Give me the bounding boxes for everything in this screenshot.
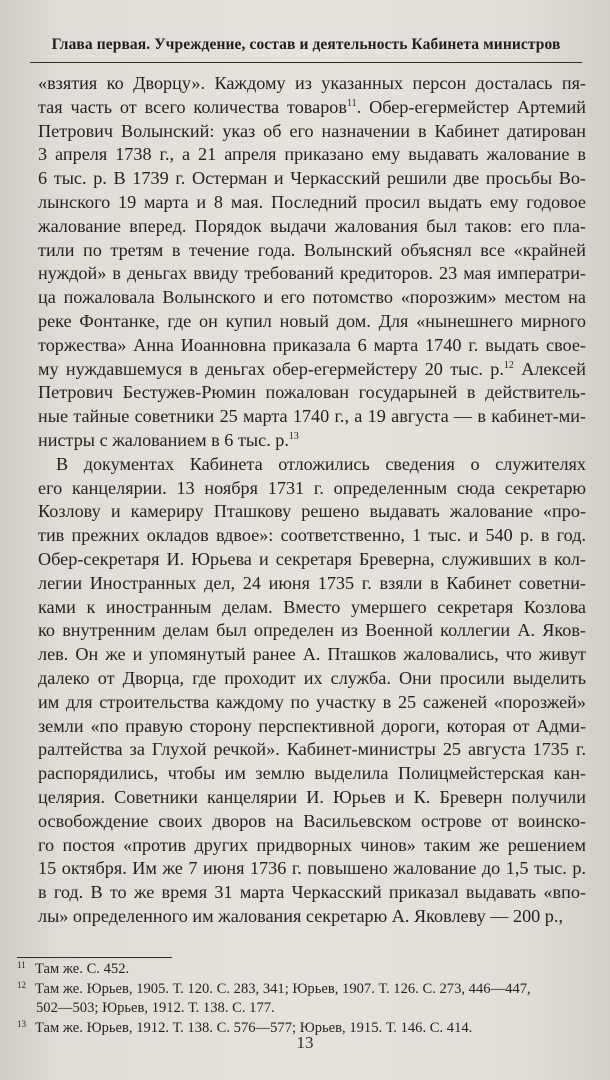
line-text: В документах Кабинета отложились сведения о служителях <box>56 453 586 474</box>
text-line <box>38 881 586 905</box>
text-line <box>38 405 586 429</box>
footnote-separator <box>17 957 172 958</box>
text-line <box>38 239 586 263</box>
line-text: лев. Он же и упомянутый ранее А. Пташков жаловались, что живут <box>38 644 586 665</box>
line-text: 6 тыс. р. В 1739 г. Остерман и Черкасский решили две просьбы Во- <box>38 168 586 189</box>
line-text: лынского 19 марта и 8 мая. Последний просил выдать ему годовое <box>38 191 586 212</box>
line-text: Петрович Волынский: указ об его назначении в Кабинет датирован <box>38 120 586 141</box>
text-line <box>38 810 586 834</box>
text-line <box>38 667 586 691</box>
text-line <box>38 262 586 286</box>
text-line <box>38 857 586 881</box>
line-text: му нуждавшемуся в деньгах обер-егермейстеру 20 тыс. р. <box>38 358 504 379</box>
text-line <box>38 619 586 643</box>
line-text: торжества» Анна Иоанновна приказала 6 марта 1740 г. выдать свое- <box>38 334 586 355</box>
line-text: ралтейства за Глухой речкой». Кабинет-министры 25 августа 1735 г. <box>38 739 586 760</box>
line-text: земли «по правую сторону перспективной дороги, которая от Адми- <box>38 715 586 736</box>
text-line <box>38 429 586 453</box>
footnote-line: 11 Там же. С. 452. <box>17 960 130 977</box>
footnote-ref: 13 <box>288 430 299 442</box>
line-text: ками к иностранным делам. Вместо умершего секретаря Козлова <box>38 596 586 617</box>
text-line <box>38 453 586 477</box>
line-text: Козлову и камериру Пташкову решено выдавать жалование «про- <box>38 501 586 522</box>
line-text: распорядились, чтобы им землю выделила Полицмейстерская кан- <box>38 763 586 784</box>
footnote-text: Там же. Юрьев, 1905. Т. 120. С. 283, 341; Юрьев, 1907. Т. 126. С. 273, 446—447, <box>35 980 531 997</box>
header-rule <box>30 62 582 63</box>
text-line <box>38 738 586 762</box>
main-text <box>38 72 586 929</box>
line-text: Обер-секретаря И. Юрьева и секретаря Бреверна, служивших в кол- <box>38 548 586 569</box>
line-text: жалование вперед. Порядок выдачи жалования был таков: его пла- <box>38 215 586 236</box>
footnote-text: 502—503; Юрьев, 1912. Т. 138. С. 177. <box>36 1000 275 1016</box>
line-text: тая часть от всего количества товаров <box>38 96 347 117</box>
line-text: им для строительства каждому по участку в 25 саженей «порозжей» <box>38 691 586 712</box>
line-text: тили по третям в течение года. Волынский объяснял все «крайней <box>38 239 586 260</box>
footnote-ref: 12 <box>503 359 514 371</box>
text-line <box>38 477 586 501</box>
footnotes <box>17 960 587 1038</box>
text-line <box>38 715 586 739</box>
line-text: ко внутренним делам был определен из Военной коллегии А. Яков- <box>38 620 586 641</box>
line-text: тив прежних окладов вдвое»: соответственно, 1 тыс. и 540 р. в год. <box>38 525 586 546</box>
line-text: далеко от Дворца, где проходит их служба. Они просили выделить <box>38 667 586 688</box>
footnote-ref: 11 <box>347 97 357 109</box>
line-text: ца пожаловала Волынского и его потомство «порозжим» местом на <box>38 287 586 308</box>
line-text: ные тайные советники 25 марта 1740 г., а 19 августа — в кабинет-ми- <box>38 406 586 427</box>
text-line <box>38 143 586 167</box>
text-line <box>38 381 586 405</box>
paragraph <box>38 453 586 929</box>
text-line <box>38 643 586 667</box>
footnote-line <box>17 999 587 1019</box>
text-line <box>38 834 586 858</box>
paragraph <box>38 72 586 453</box>
line-text: целярия. Советники канцелярии И. Юрьев и К. Бреверн получили <box>38 786 586 807</box>
footnote-line: 12 Там же. Юрьев, 1905. Т. 120. С. 283, 341; Юрьев, 1907. Т. 126. С. 273, 446—447, <box>17 979 531 997</box>
text-line <box>38 72 586 96</box>
text-line <box>38 786 586 810</box>
line-text: Петрович Бестужев-Рюмин пожалован государыней в действитель- <box>38 382 586 403</box>
text-line <box>38 191 586 215</box>
line-text-after-ref: . Обер-егермейстер Артемий <box>356 96 586 117</box>
text-line <box>38 905 586 929</box>
text-line <box>38 572 586 596</box>
text-line <box>38 215 586 239</box>
line-text: в год. В то же время 31 марта Черкасский приказал выдавать «впо- <box>38 882 586 903</box>
line-text: реке Фонтанке, где он купил новый дом. Для «нынешнего мирного <box>38 310 586 331</box>
line-text: 3 апреля 1738 г., а 21 апреля приказано ему выдавать жалование в <box>38 144 586 165</box>
line-text-after-ref: Алексей <box>513 358 586 379</box>
text-line <box>38 358 586 382</box>
line-text: нистры с жалованием в 6 тыс. р. <box>38 429 289 450</box>
line-text: лы» определенного им жалования секретарю А. Яковлеву — 200 р., <box>38 905 563 926</box>
line-text: освобождение своих дворов на Васильевском острове от воинско- <box>38 810 586 831</box>
line-text: «взятия ко Дворцу». Каждому из указанных персон досталась пя- <box>38 73 586 93</box>
text-line <box>38 762 586 786</box>
footnote-line: 13 Там же. Юрьев, 1912. Т. 138. С. 576—577; Юрьев, 1915. Т. 146. С. 414. <box>17 1018 473 1036</box>
running-header: Глава первая. Учреждение, состав и деятельность Кабинета министров <box>51 36 561 53</box>
text-line <box>38 167 586 191</box>
text-line <box>38 548 586 572</box>
line-text: нуждой» в деньгах ввиду требований кредиторов. 23 мая императри- <box>38 263 586 284</box>
line-text: го постоя «против других придворных чинов» таким же решением <box>38 834 586 855</box>
text-line <box>38 286 586 310</box>
line-text: легии Иностранных дел, 24 июня 1735 г. взяли в Кабинет советни- <box>38 572 586 593</box>
footnote-text: Там же. С. 452. <box>35 961 130 977</box>
line-text: его канцелярии. 13 ноября 1731 г. определенным сюда секретарю <box>38 477 586 498</box>
text-line <box>38 334 586 358</box>
text-line <box>38 310 586 334</box>
text-line <box>38 596 586 620</box>
line-text: 15 октября. Им же 7 июня 1736 г. повышено жалование до 1,5 тыс. р. <box>38 858 586 879</box>
text-line <box>38 96 586 120</box>
text-line <box>38 500 586 524</box>
text-line <box>38 120 586 144</box>
text-line <box>38 691 586 715</box>
page-number: 13 <box>296 1033 314 1052</box>
text-line <box>38 524 586 548</box>
footnote-text: Там же. Юрьев, 1912. Т. 138. С. 576—577; Юрьев, 1915. Т. 146. С. 414. <box>35 1019 473 1036</box>
